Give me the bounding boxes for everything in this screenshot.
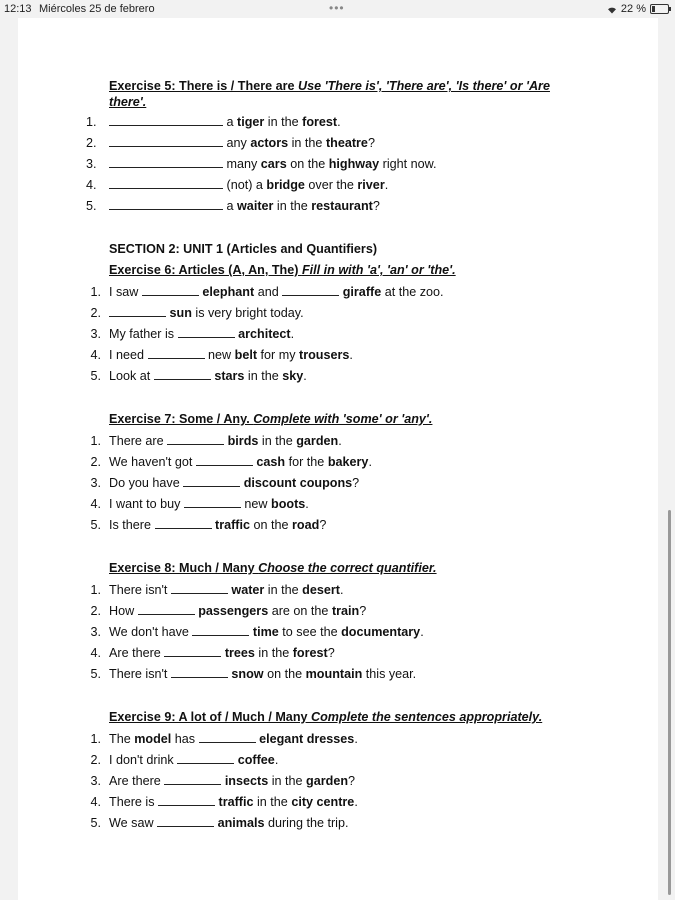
list-item: 4. Are there trees in the forest? [90,646,335,660]
list-item: 1. There are birds in the garden. [90,434,342,448]
answer-blank[interactable] [199,731,256,743]
answer-blank[interactable] [171,666,228,678]
answer-blank[interactable] [148,347,205,359]
answer-blank[interactable] [142,284,199,296]
list-item: 5. Look at stars in the sky. [90,369,307,383]
answer-blank[interactable] [177,752,234,764]
section-2-title: SECTION 2: UNIT 1 (Articles and Quantifiers) [109,242,378,256]
exercise-6-heading: Exercise 6: Articles (A, An, The) Fill in with 'a', 'an' or 'the'. [109,263,456,277]
wifi-icon [607,5,617,14]
exercise-9-heading: Exercise 9: A lot of / Much / Many Complete the sentences appropriately. [109,710,543,724]
answer-blank[interactable] [157,815,214,827]
answer-blank[interactable] [138,603,195,615]
answer-blank[interactable] [109,305,166,317]
battery-icon [650,4,669,14]
answer-blank[interactable] [158,794,215,806]
list-item: 2. We haven't got cash for the bakery. [90,455,372,469]
status-bar [0,0,675,18]
list-item: 3. many cars on the highway right now. [86,157,437,171]
list-item: 4. (not) a bridge over the river. [86,178,389,192]
list-item: 2. any actors in the theatre? [86,136,375,150]
status-time: 12:13 [4,3,32,15]
battery-percent: 22 % [620,3,646,15]
answer-blank[interactable] [184,496,241,508]
answer-blank[interactable] [109,114,223,126]
answer-blank[interactable] [155,517,212,529]
answer-blank[interactable] [164,645,221,657]
list-item: 1. a tiger in the forest. [86,115,341,129]
answer-blank[interactable] [109,135,223,147]
list-item: 2. sun is very bright today. [90,306,304,320]
answer-blank[interactable] [192,624,249,636]
answer-blank[interactable] [178,326,235,338]
list-item: 3. We don't have time to see the documentary. [90,625,424,639]
answer-blank[interactable] [282,284,339,296]
answer-blank[interactable] [167,433,224,445]
exercise-7 [109,411,432,427]
answer-blank[interactable] [183,475,240,487]
answer-blank[interactable] [164,773,221,785]
exercise-9 [109,709,542,725]
list-item: 4. I need new belt for my trousers. [90,348,353,362]
answer-blank[interactable] [109,177,223,189]
list-item: 1. There isn't water in the desert. [90,583,344,597]
exercise-5-heading: Exercise 5: There is / There are Use 'There is', 'There are', 'Is there' or 'Are there'. [109,79,550,109]
list-item: 3. Do you have discount coupons? [90,476,360,490]
answer-blank[interactable] [109,198,223,210]
answer-blank[interactable] [154,368,211,380]
exercise-6 [109,262,456,278]
list-item: 2. How passengers are on the train? [90,604,367,618]
list-item: 5. There isn't snow on the mountain this year. [90,667,417,681]
list-item: 1. The model has elegant dresses. [90,732,358,746]
multitasking-dots-icon[interactable]: ••• [329,1,345,15]
list-item: 4. I want to buy new boots. [90,497,309,511]
scrollbar[interactable] [668,510,671,895]
list-item: 1. I saw elephant and giraffe at the zoo. [90,285,444,299]
answer-blank[interactable] [109,156,223,168]
list-item: 2. I don't drink coffee. [90,753,279,767]
list-item: 3. Are there insects in the garden? [90,774,356,788]
status-date: Miércoles 25 de febrero [39,3,155,15]
list-item: 5. a waiter in the restaurant? [86,199,380,213]
exercise-7-heading: Exercise 7: Some / Any. Complete with 'some' or 'any'. [109,412,433,426]
list-item: 5. We saw animals during the trip. [90,816,349,830]
list-item: 3. My father is architect. [90,327,295,341]
list-item: 4. There is traffic in the city centre. [90,795,358,809]
answer-blank[interactable] [171,582,228,594]
exercise-8 [109,560,437,576]
list-item: 5. Is there traffic on the road? [90,518,327,532]
exercise-8-heading: Exercise 8: Much / Many Choose the correct quantifier. [109,561,437,575]
answer-blank[interactable] [196,454,253,466]
exercise-5 [109,78,569,110]
